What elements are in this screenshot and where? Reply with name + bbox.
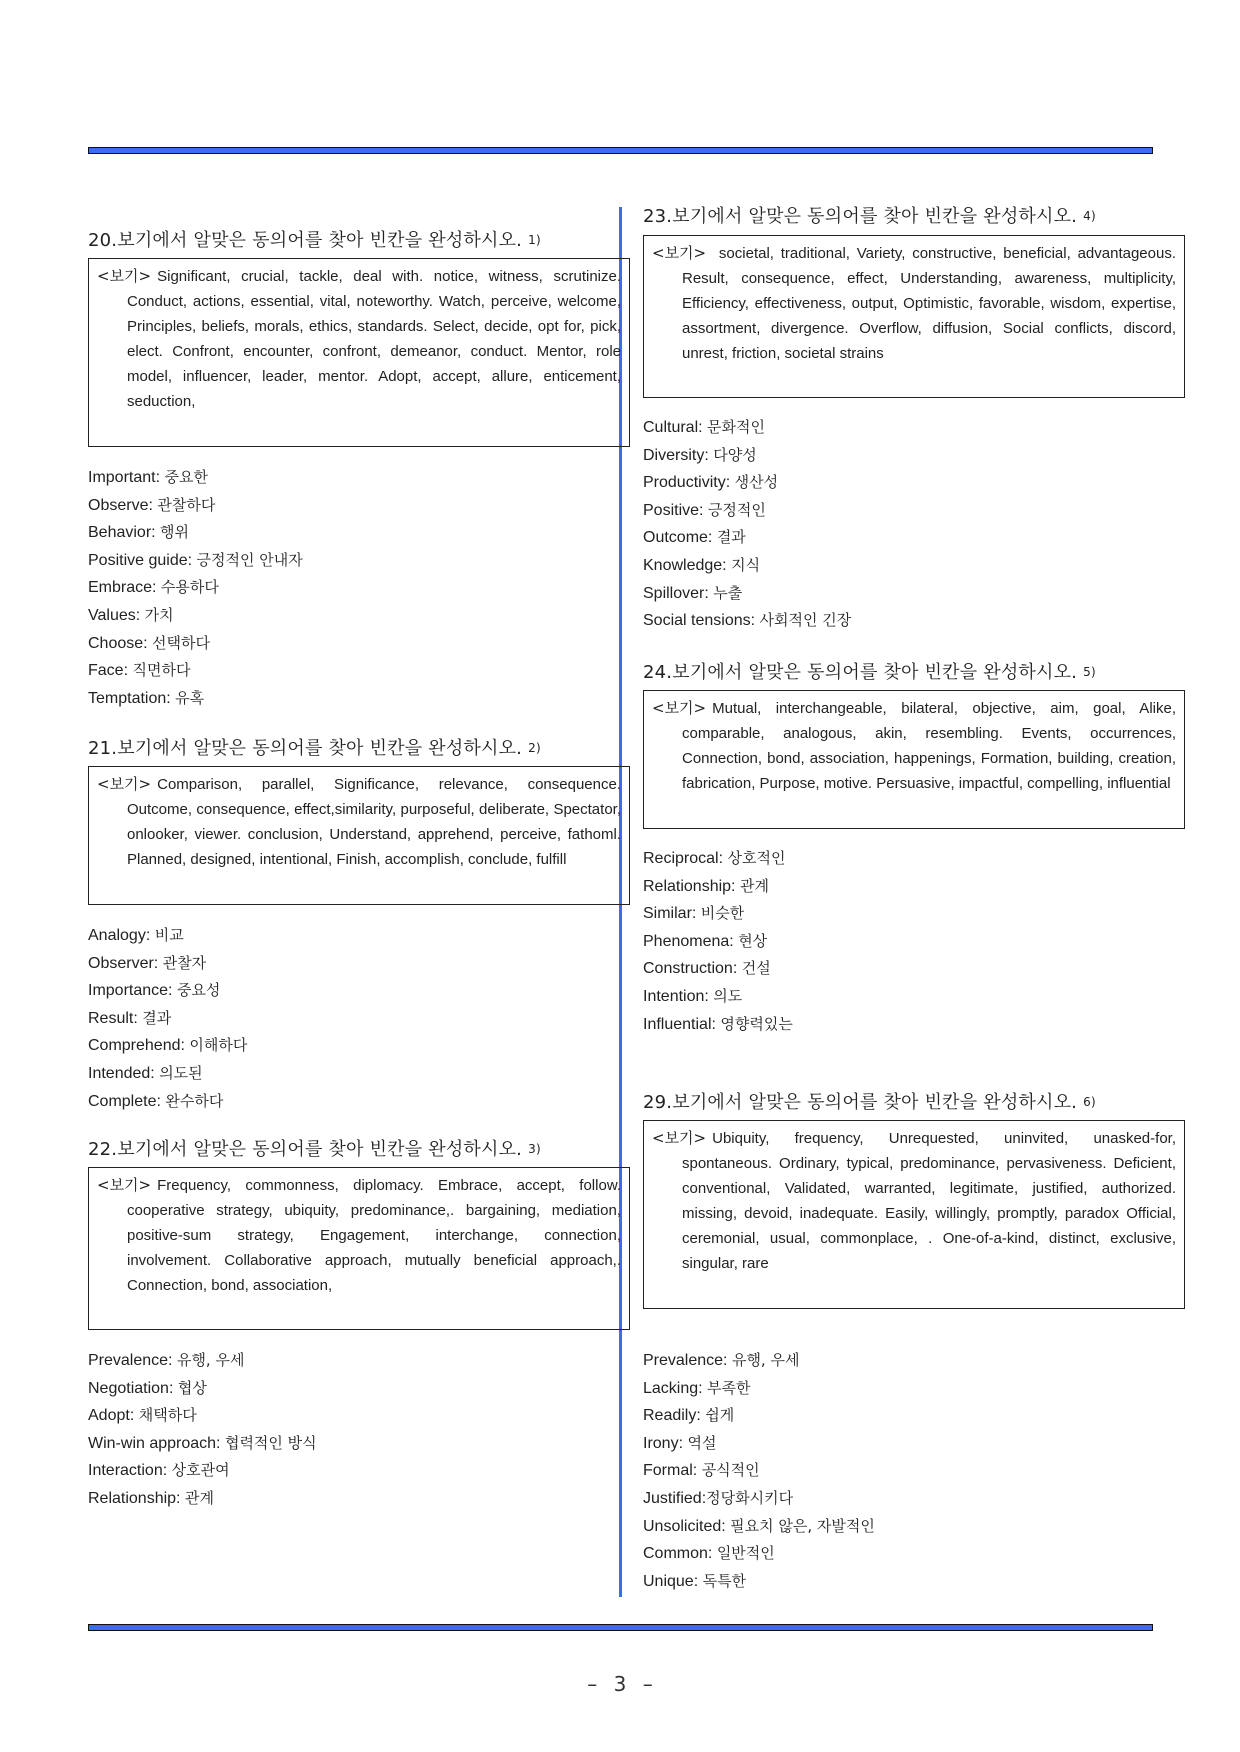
vocab-item: Observer: 관찰자 bbox=[88, 953, 207, 972]
vocab-item: Analogy: 비교 bbox=[88, 926, 184, 944]
vocab-list bbox=[643, 1347, 875, 1595]
vocab-item: Positive guide: 긍정적인 안내자 bbox=[88, 550, 303, 569]
vocab-item: Cultural: 문화적인 bbox=[643, 418, 765, 436]
example-tag: <보기> bbox=[652, 699, 707, 717]
example-words: Significant, crucial, tackle, deal with. notice, witness, scrutinize. Conduct, actions, essential, vital, noteworthy. Watch, perceive, welcome, Principles, beliefs, morals, ethics, standards. Select, decide, opt for, pick, elect. Confront, encounter, confront, demeanor, conduct. Mentor, role model, influencer, leader, mentor. Adopt, accept, allure, enticement, seduction, bbox=[127, 268, 621, 410]
vocab-item: Face: 직면하다 bbox=[88, 661, 191, 680]
vocab-item: Unsolicited: 필요치 않은, 자발적인 bbox=[643, 1516, 875, 1535]
example-words: Frequency, commonness, diplomacy. Embrace, accept, follow. cooperative strategy, ubiquity, predominance,. bargaining, mediation, positive-sum strategy, Engagement, interchange, connection, involvement. Collaborative approach, mutually beneficial approach,. Connection, bond, association, bbox=[127, 1177, 621, 1294]
vocab-item: Embrace: 수용하다 bbox=[88, 578, 219, 597]
example-words: societal, traditional, Variety, constructive, beneficial, advantageous. Result, consequence, effect, Understanding, awareness, multiplicity, Efficiency, effectiveness, output, Optimistic, favorable, wisdom, expertise, assortment, divergence. Overflow, diffusion, Social conflicts, discord, unrest, friction, societal strains bbox=[682, 245, 1176, 362]
question-title bbox=[88, 734, 541, 760]
example-tag: <보기> bbox=[97, 775, 152, 793]
vocab-item: Temptation: 유혹 bbox=[88, 688, 205, 707]
vocab-list bbox=[88, 922, 247, 1115]
footnote-ref[interactable]: 6) bbox=[1083, 1095, 1096, 1109]
vocab-item: Values: 가치 bbox=[88, 605, 174, 624]
vocab-item: Importance: 중요성 bbox=[88, 981, 221, 1000]
vocab-item: Intended: 의도된 bbox=[88, 1063, 203, 1082]
example-words: Mutual, interchangeable, bilateral, objective, aim, goal, Alike, comparable, analogous, akin, resembling. Events, occurrences, Connection, bond, association, happenings, Formation, building, creation, fabrication, Purpose, motive. Persuasive, impactful, compelling, influential bbox=[682, 700, 1176, 792]
example-box bbox=[88, 1167, 630, 1330]
question-title-text: 20.보기에서 알맞은 동의어를 찾아 빈칸을 완성하시오. bbox=[88, 230, 523, 251]
example-box bbox=[88, 258, 630, 447]
vocab-item: Formal: 공식적인 bbox=[643, 1461, 760, 1480]
vocab-item: Spillover: 누출 bbox=[643, 583, 743, 602]
vocab-item: Important: 중요한 bbox=[88, 468, 208, 486]
vocab-item: Prevalence: 유행, 우세 bbox=[643, 1351, 800, 1369]
question-title bbox=[643, 202, 1096, 228]
vocab-item: Behavior: 행위 bbox=[88, 523, 190, 542]
page-number: – 3 – bbox=[587, 1672, 653, 1696]
vocab-item: Negotiation: 협상 bbox=[88, 1378, 207, 1397]
vocab-item: Interaction: 상호관여 bbox=[88, 1461, 230, 1480]
vocab-item: Comprehend: 이해하다 bbox=[88, 1036, 248, 1055]
vocab-item: Diversity: 다양성 bbox=[643, 445, 757, 464]
example-box bbox=[643, 235, 1185, 398]
vocab-item: Knowledge: 지식 bbox=[643, 555, 761, 574]
example-box bbox=[88, 766, 630, 905]
footnote-ref[interactable]: 5) bbox=[1083, 665, 1096, 679]
question-title bbox=[643, 658, 1096, 684]
example-tag: <보기> bbox=[652, 1129, 707, 1147]
vocab-item: Observe: 관찰하다 bbox=[88, 495, 216, 514]
example-box bbox=[643, 1120, 1185, 1309]
question-title-text: 24.보기에서 알맞은 동의어를 찾아 빈칸을 완성하시오. bbox=[643, 662, 1078, 683]
vocab-item: Common: 일반적인 bbox=[643, 1544, 775, 1563]
vocab-item: Influential: 영향력있는 bbox=[643, 1014, 793, 1033]
question-title bbox=[643, 1088, 1096, 1114]
vocab-item: Productivity: 생산성 bbox=[643, 473, 779, 492]
vocab-item: Justified:정당화시키다 bbox=[643, 1488, 794, 1507]
vocab-item: Lacking: 부족한 bbox=[643, 1378, 751, 1397]
question-title-text: 22.보기에서 알맞은 동의어를 찾아 빈칸을 완성하시오. bbox=[88, 1139, 523, 1160]
vocab-item: Prevalence: 유행, 우세 bbox=[88, 1351, 245, 1369]
vocab-item: Unique: 독특한 bbox=[643, 1571, 747, 1590]
vocab-item: Construction: 건설 bbox=[643, 959, 771, 978]
vocab-item: Readily: 쉽게 bbox=[643, 1406, 735, 1425]
example-tag: <보기> bbox=[97, 1176, 152, 1194]
footnote-ref[interactable]: 3) bbox=[528, 1142, 541, 1156]
vocab-list bbox=[643, 414, 851, 635]
example-words: Ubiquity, frequency, Unrequested, uninvited, unasked-for, spontaneous. Ordinary, typical, predominance, pervasiveness. Deficient, conventional, Validated, warranted, legitimate, justified, authorized. missing, devoid, inadequate. Easily, willingly, promptly, paradox Official, ceremonial, usual, commonplace, . One-of-a-kind, distinct, exclusive, singular, rare bbox=[682, 1130, 1176, 1272]
footnote-ref[interactable]: 2) bbox=[528, 741, 541, 755]
vocab-item: Positive: 긍정적인 bbox=[643, 500, 766, 519]
vocab-item: Social tensions: 사회적인 긴장 bbox=[643, 611, 852, 630]
example-tag: <보기> bbox=[652, 244, 707, 262]
vocab-list bbox=[88, 464, 303, 712]
question-title-text: 21.보기에서 알맞은 동의어를 찾아 빈칸을 완성하시오. bbox=[88, 738, 523, 759]
vocab-item: Reciprocal: 상호적인 bbox=[643, 849, 786, 867]
vocab-item: Similar: 비슷한 bbox=[643, 904, 745, 923]
question-title-text: 29.보기에서 알맞은 동의어를 찾아 빈칸을 완성하시오. bbox=[643, 1092, 1078, 1113]
vocab-item: Result: 결과 bbox=[88, 1008, 172, 1027]
header-rule bbox=[88, 147, 1153, 154]
example-tag: <보기> bbox=[97, 267, 152, 285]
question-title bbox=[88, 1135, 541, 1161]
footer-rule bbox=[88, 1624, 1153, 1631]
vocab-item: Intention: 의도 bbox=[643, 986, 743, 1005]
vocab-item: Relationship: 관계 bbox=[643, 876, 769, 895]
vocab-item: Adopt: 채택하다 bbox=[88, 1406, 197, 1425]
footnote-ref[interactable]: 1) bbox=[528, 233, 541, 247]
vocab-item: Choose: 선택하다 bbox=[88, 633, 211, 652]
footnote-ref[interactable]: 4) bbox=[1083, 209, 1096, 223]
vocab-item: Win-win approach: 협력적인 방식 bbox=[88, 1433, 317, 1452]
example-words: Comparison, parallel, Significance, relevance, consequence. Outcome, consequence, effect,similarity, purposeful, deliberate, Spectator, onlooker, viewer. conclusion, Understand, apprehend, perceive, fathoml. Planned, designed, intentional, Finish, accomplish, conclude, fulfill bbox=[127, 776, 621, 868]
vocab-item: Irony: 역설 bbox=[643, 1433, 717, 1452]
vocab-list bbox=[643, 845, 793, 1038]
question-title-text: 23.보기에서 알맞은 동의어를 찾아 빈칸을 완성하시오. bbox=[643, 206, 1078, 227]
vocab-item: Relationship: 관계 bbox=[88, 1488, 214, 1507]
vocab-item: Complete: 완수하다 bbox=[88, 1091, 224, 1110]
vocab-item: Outcome: 결과 bbox=[643, 528, 746, 547]
vocab-item: Phenomena: 현상 bbox=[643, 931, 768, 950]
example-box bbox=[643, 690, 1185, 829]
vocab-list bbox=[88, 1347, 317, 1513]
question-title bbox=[88, 226, 541, 252]
